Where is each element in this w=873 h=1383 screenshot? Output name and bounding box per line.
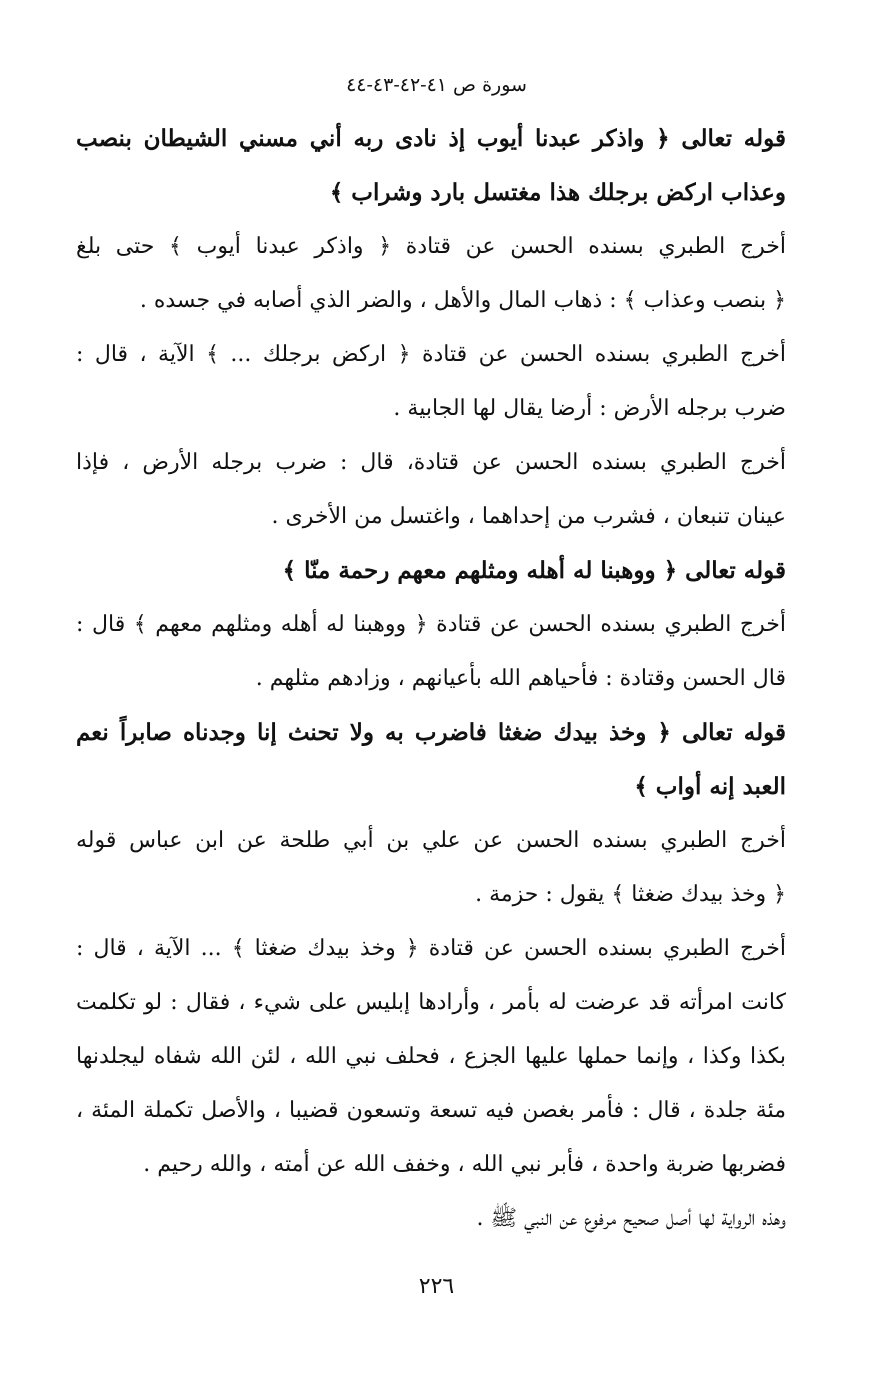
text-line: قوله تعالى ﴿ ووهبنا له أهله ومثلهم معهم رحمة منّا ﴾ xyxy=(282,557,786,584)
narration-paragraph xyxy=(76,220,786,328)
text-line: أخرج الطبري بسنده الحسن عن قتادة ﴿ واذكر عبدنا أيوب ﴾ حتى بلغ xyxy=(76,234,786,259)
narration-paragraph xyxy=(76,436,786,544)
text-line: قوله تعالى ﴿ واذكر عبدنا أيوب إذ نادى ربه أني مسني الشيطان بنصب xyxy=(76,125,786,152)
narration-paragraph xyxy=(76,922,786,1192)
text-line: أخرج الطبري بسنده الحسن عن قتادة، قال : ضرب برجله الأرض ، فإذا xyxy=(76,450,786,475)
text-line: وهذه الرواية لها أصل صحيح مرفوع عن النبي ﷺ . xyxy=(476,1206,786,1231)
text-line: كانت امرأته قد عرضت له بأمر ، وأرادها إبليس على شيء ، فقال : لو تكلمت xyxy=(76,990,786,1015)
text-line: مئة جلدة ، قال : فأمر بغصن فيه تسعة وتسعون قضيبا ، والأصل تكملة المئة ، xyxy=(76,1098,786,1123)
text-line: قوله تعالى ﴿ وخذ بيدك ضغثا فاضرب به ولا تحنث إنا وجدناه صابراً نعم xyxy=(76,719,786,746)
text-line: العبد إنه أواب ﴾ xyxy=(634,773,786,800)
closing-note xyxy=(76,1192,786,1246)
verse-heading xyxy=(76,112,786,220)
text-line: بكذا وكذا ، وإنما حملها عليها الجزع ، فحلف نبي الله ، لئن الله شفاه ليجلدنها xyxy=(76,1044,786,1069)
text-line: أخرج الطبري بسنده الحسن عن علي بن أبي طلحة عن ابن عباس قوله xyxy=(76,828,786,853)
text-line: ﴿ وخذ بيدك ضغثا ﴾ يقول : حزمة . xyxy=(475,882,786,907)
page-body xyxy=(76,112,786,1246)
text-line: قال الحسن وقتادة : فأحياهم الله بأعيانهم ، وزادهم مثلهم . xyxy=(255,666,786,691)
running-header: سورة ص ٤١-٤٢-٤٣-٤٤ xyxy=(346,74,527,96)
verse-heading xyxy=(76,706,786,814)
text-line: فضربها ضربة واحدة ، فأبر نبي الله ، وخفف الله عن أمته ، والله رحيم . xyxy=(143,1152,786,1177)
text-line: وعذاب اركض برجلك هذا مغتسل بارد وشراب ﴾ xyxy=(329,179,786,206)
page-number: ٢٢٦ xyxy=(418,1274,455,1299)
narration-paragraph xyxy=(76,328,786,436)
narration-paragraph xyxy=(76,598,786,706)
verse-heading xyxy=(76,544,786,598)
text-line: ضرب برجله الأرض : أرضا يقال لها الجابية . xyxy=(393,396,786,421)
text-line: أخرج الطبري بسنده الحسن عن قتادة ﴿ ووهبنا له أهله ومثلهم معهم ﴾ قال : xyxy=(76,612,786,637)
text-line: عينان تنبعان ، فشرب من إحداهما ، واغتسل من الأخرى . xyxy=(271,504,786,529)
text-line: ﴿ بنصب وعذاب ﴾ : ذهاب المال والأهل ، والضر الذي أصابه في جسده . xyxy=(139,288,786,313)
narration-paragraph xyxy=(76,814,786,922)
text-line: أخرج الطبري بسنده الحسن عن قتادة ﴿ وخذ بيدك ضغثا ﴾ ... الآية ، قال : xyxy=(76,936,786,961)
text-line: أخرج الطبري بسنده الحسن عن قتادة ﴿ اركض برجلك ... ﴾ الآية ، قال : xyxy=(76,342,786,367)
